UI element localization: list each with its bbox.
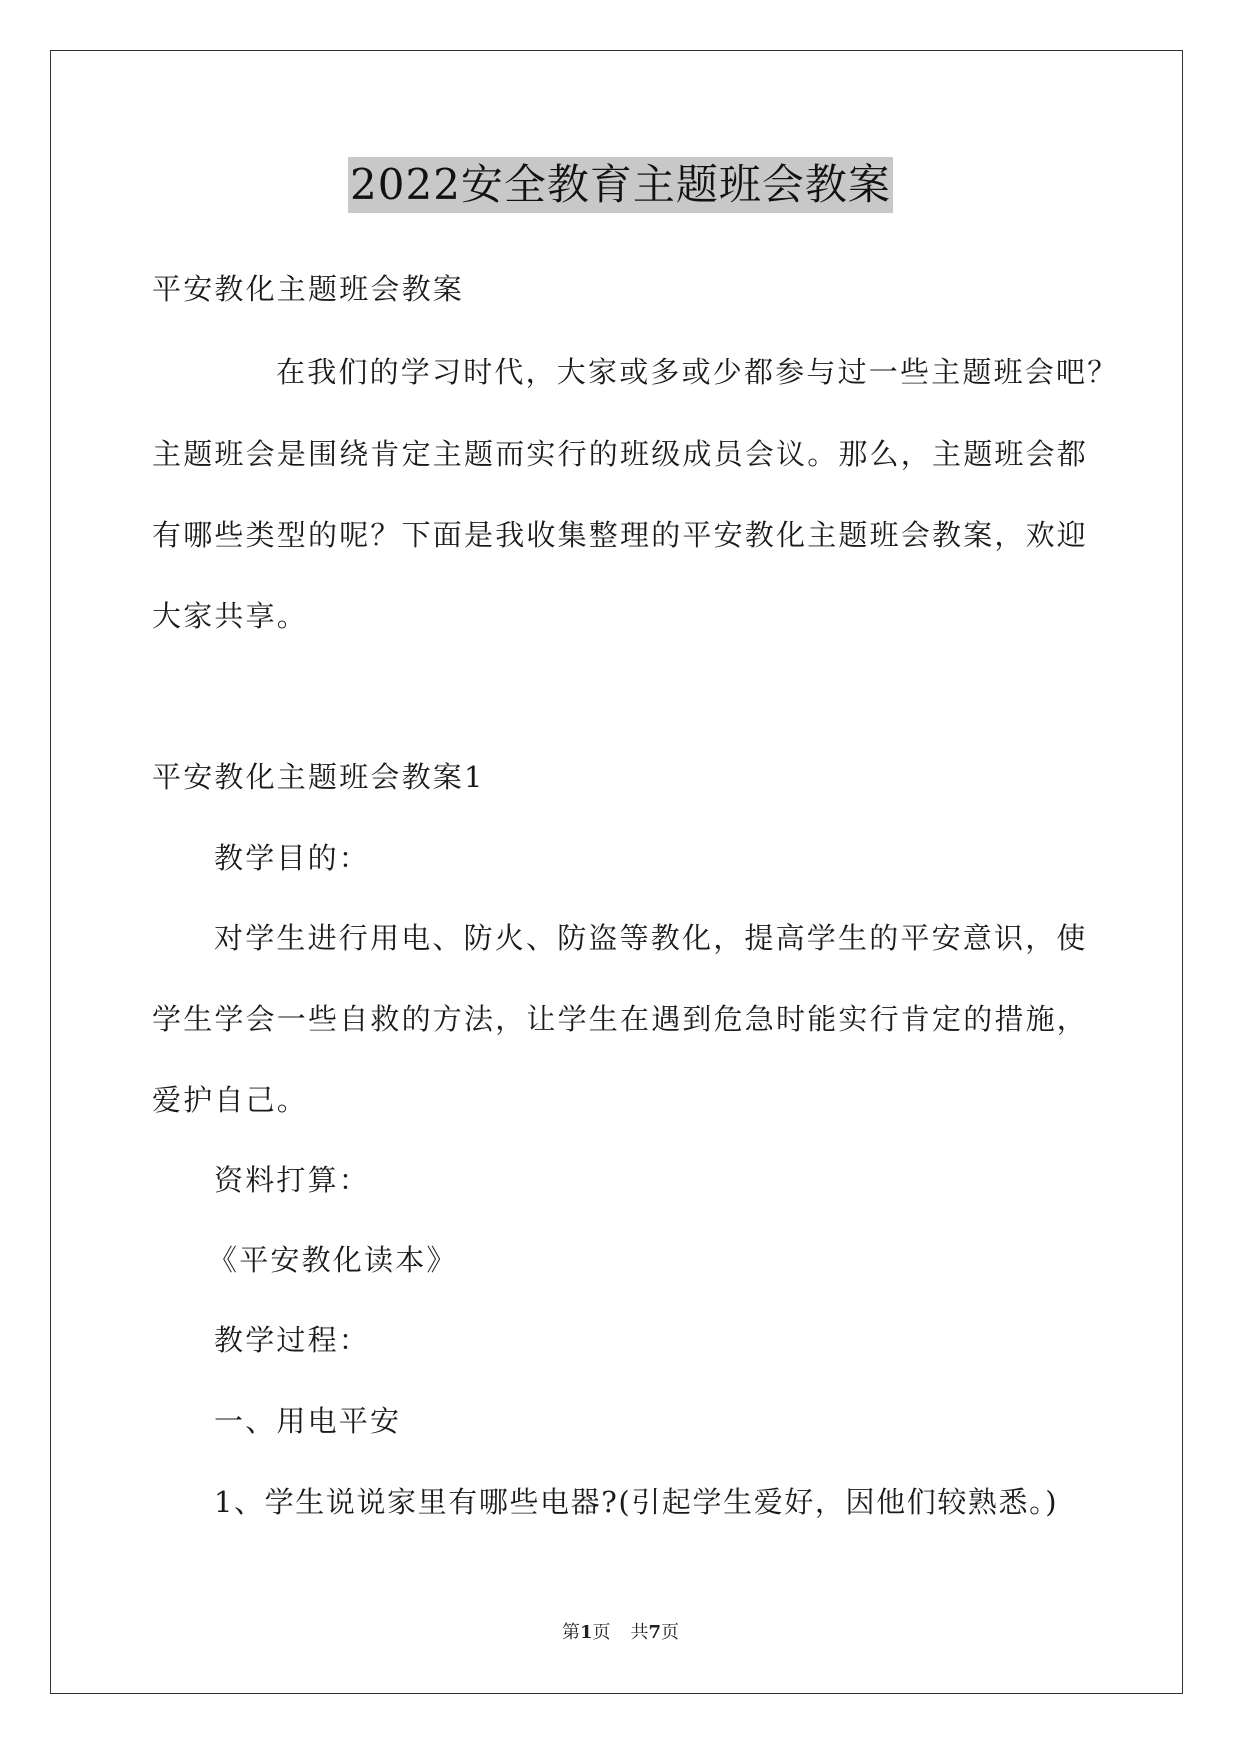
intro-line-2: 主题班会是围绕肯定主题而实行的班级成员会议。那么，主题班会都 [152, 437, 1089, 471]
page-footer [0, 1618, 1241, 1644]
section-heading: 平安教化主题班会教案1 [152, 760, 485, 794]
footer-page-current: 1 [579, 1622, 593, 1643]
process-item-1: 1、学生说说家里有哪些电器?(引起学生爱好，因他们较熟悉。) [214, 1485, 1059, 1519]
objective-line-3: 爱护自己。 [152, 1083, 309, 1117]
footer-page-prefix: 第 [561, 1622, 580, 1643]
intro-line-3: 有哪些类型的呢？下面是我收集整理的平安教化主题班会教案，欢迎 [152, 518, 1089, 552]
intro-line-1: 在我们的学习时代，大家或多或少都参与过一些主题班会吧？ [276, 355, 1119, 389]
objective-label: 教学目的： [214, 841, 371, 875]
footer-page-total: 7 [648, 1622, 662, 1643]
subtitle: 平安教化主题班会教案 [152, 272, 465, 306]
footer-total-prefix: 共 [630, 1622, 649, 1643]
materials-item: 《平安教化读本》 [208, 1243, 458, 1277]
document-title: 2022安全教育主题班会教案 [348, 157, 893, 213]
intro-line-4: 大家共享。 [152, 599, 309, 633]
footer-page-suffix: 页 [592, 1622, 611, 1643]
title-container [0, 157, 1241, 213]
process-section-1: 一、用电平安 [214, 1404, 402, 1438]
objective-line-1: 对学生进行用电、防火、防盗等教化，提高学生的平安意识，使 [214, 921, 1088, 955]
objective-line-2: 学生学会一些自救的方法，让学生在遇到危急时能实行肯定的措施， [152, 1002, 1089, 1036]
materials-label: 资料打算： [214, 1163, 371, 1197]
footer-total-suffix: 页 [661, 1622, 680, 1643]
process-label: 教学过程： [214, 1323, 371, 1357]
